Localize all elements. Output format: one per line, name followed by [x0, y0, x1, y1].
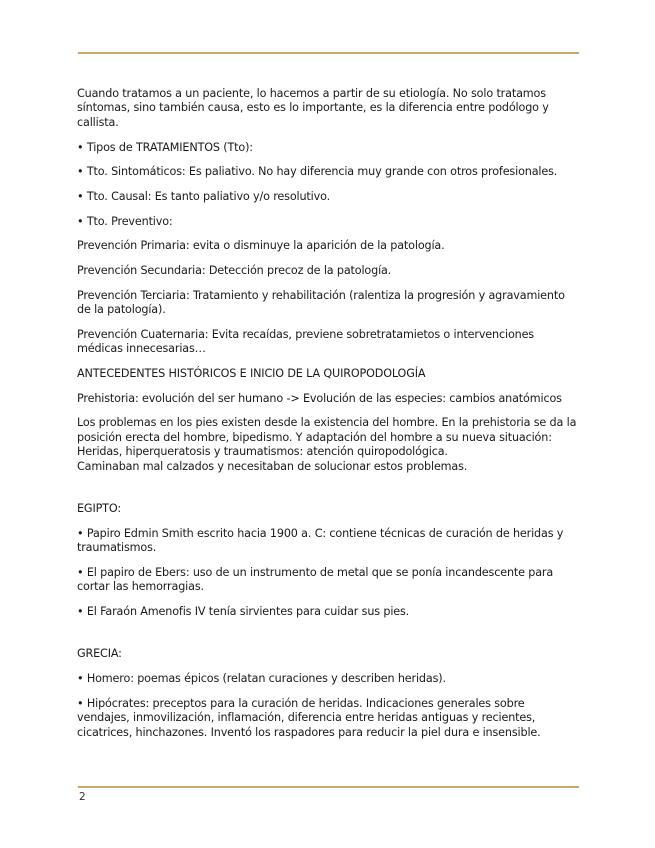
treatment-types-heading: • Tipos de TRATAMIENTOS (Tto): [77, 140, 253, 154]
history-heading: ANTECEDENTES HISTÓRICOS E INICIO DE LA QUIROPODOLOGÍA [77, 366, 426, 380]
prevention-primary: Prevención Primaria: evita o disminuye la aparición de la patología. [77, 239, 445, 253]
greece-heading: GRECIA: [77, 647, 122, 661]
bullet-homer: • Homero: poemas épicos (relatan curaciones y describen heridas). [77, 672, 446, 686]
page-body [77, 87, 579, 750]
prevention-secondary: Prevención Secundaria: Detección precoz de la patología. [77, 264, 392, 278]
intro-paragraph: Cuando tratamos a un paciente, lo hacemos a partir de su etiología. No solo tratamos síntomas, sino también causa, esto es lo importante, es la diferencia entre podólogo y callista. [77, 87, 549, 129]
bullet-symptomatic: • Tto. Sintomáticos: Es paliativo. No hay diferencia muy grande con otros profesionales. [77, 165, 558, 179]
bullet-ebers: • El papiro de Ebers: uso de un instrumento de metal que se ponía incandescente para cortar las hemorragias. [77, 565, 554, 594]
page-number: 2 [79, 791, 86, 803]
egypt-heading: EGIPTO: [77, 501, 121, 515]
footer-rule [78, 786, 579, 788]
bullet-amenofis: • El Faraón Amenofis IV tenía sirvientes para cuidar sus pies. [77, 604, 410, 618]
prehistory-paragraph [77, 416, 579, 474]
prehistory-footwear: Caminaban mal calzados y necesitaban de solucionar estos problemas. [77, 459, 468, 473]
bullet-preventive: • Tto. Preventivo: [77, 214, 173, 228]
bullet-hippocrates: • Hipócrates: preceptos para la curación de heridas. Indicaciones generales sobre vendajes, inmovilización, inflamación, diferencia entre heridas antiguas y recientes, cicatrices, hinchazones. Inventó los raspadores para reducir la piel dura e insensible. [77, 696, 541, 739]
prevention-tertiary: Prevención Terciaria: Tratamiento y rehabilitación (ralentiza la progresión y agravamiento de la patología). [77, 288, 565, 317]
prehistory-line: Prehistoria: evolución del ser humano -> Evolución de las especies: cambios anatómicos [77, 391, 562, 405]
bullet-edwin-smith: • Papiro Edmin Smith escrito hacia 1900 a. C: contiene técnicas de curación de heridas y traumatismos. [77, 526, 564, 555]
prevention-quaternary: Prevención Cuaternaria: Evita recaídas, previene sobretratamietos o intervenciones médicas innecesarias… [77, 327, 534, 356]
prehistory-text: Los problemas en los pies existen desde la existencia del hombre. En la prehistoria se da la posición erecta del hombre, bipedismo. Y adaptación del hombre a su nueva situación: Heridas, hiperqueratosis y traumatismos: atención quiropodológica. [77, 416, 577, 459]
bullet-causal: • Tto. Causal: Es tanto paliativo y/o resolutivo. [77, 189, 330, 203]
header-rule [78, 52, 579, 54]
